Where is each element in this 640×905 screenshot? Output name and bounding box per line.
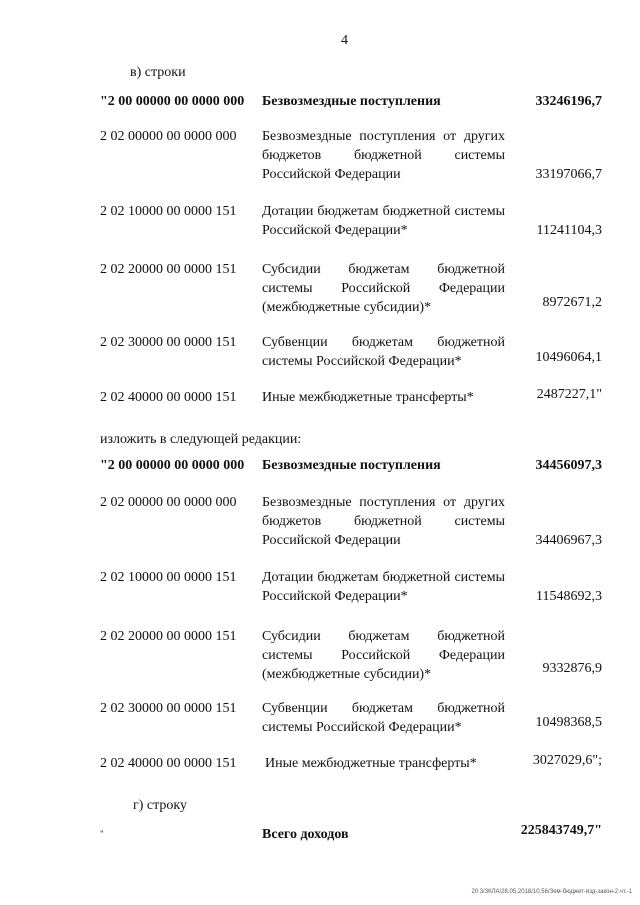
replace-label: изложить в следующей редакции:: [100, 432, 302, 447]
row-value: 10496064,1: [535, 350, 602, 365]
total-value: 225843749,7": [520, 823, 602, 838]
row-value: 33246196,7: [535, 94, 602, 109]
row-code: 2 02 00000 00 0000 000: [100, 495, 237, 510]
row-value: 10498368,5: [535, 715, 602, 730]
row-desc: Субсидии бюджетам бюджетной системы Российской Федерации (межбюджетные субсидии)*: [262, 629, 505, 682]
row-value: 8972671,2: [542, 295, 602, 310]
row-desc: Безвозмездные поступления от других бюджетов бюджетной системы Российской Федерации: [262, 495, 505, 548]
row-desc: Субвенции бюджетам бюджетной системы Российской Федерации*: [262, 701, 505, 735]
row-code: 2 02 30000 00 0000 151: [100, 701, 237, 716]
row-value: 34406967,3: [535, 533, 602, 548]
row-desc: Безвозмездные поступления: [262, 458, 441, 473]
row-desc: Безвозмездные поступления: [262, 94, 441, 109]
row-value: 9332876,9: [542, 661, 602, 676]
section-g-label: г) строку: [133, 798, 188, 813]
row-desc: Безвозмездные поступления от других бюджетов бюджетной системы Российской Федерации: [262, 129, 505, 182]
section-v-label: в) строки: [130, 65, 186, 80]
footer-note: 20 3/3КЛА/28.05.2018/10.56/Зем-бюджет-изд-закон-2.чт.-1: [471, 889, 632, 895]
row-value: 3027029,6";: [532, 753, 602, 768]
row-code: 2 02 10000 00 0000 151: [100, 570, 237, 585]
row-code: 2 02 00000 00 0000 000: [100, 129, 237, 144]
row-code: 2 02 40000 00 0000 151: [100, 390, 237, 405]
row-value: 11548692,3: [536, 589, 602, 604]
row-code: 2 02 30000 00 0000 151: [100, 335, 237, 350]
page-number: 4: [341, 33, 348, 48]
row-code: "2 00 00000 00 0000 000: [100, 94, 245, 109]
row-code: 2 02 10000 00 0000 151: [100, 204, 237, 219]
row-desc: Иные межбюджетные трансферты*: [265, 756, 477, 771]
row-desc: Дотации бюджетам бюджетной системы Российской Федерации*: [262, 204, 505, 238]
total-desc: Всего доходов: [262, 827, 349, 842]
total-quote: ": [100, 829, 104, 839]
row-desc: Субсидии бюджетам бюджетной системы Российской Федерации (межбюджетные субсидии)*: [262, 262, 505, 315]
row-value: 11241104,3: [536, 223, 602, 238]
row-code: "2 00 00000 00 0000 000: [100, 458, 245, 473]
row-desc: Иные межбюджетные трансферты*: [262, 390, 474, 405]
row-desc: Дотации бюджетам бюджетной системы Российской Федерации*: [262, 570, 505, 604]
row-code: 2 02 20000 00 0000 151: [100, 629, 237, 644]
row-value: 2487227,1": [536, 387, 602, 402]
row-value: 34456097,3: [535, 458, 602, 473]
row-code: 2 02 40000 00 0000 151: [100, 756, 237, 771]
row-desc: Субвенции бюджетам бюджетной системы Российской Федерации*: [262, 335, 505, 369]
row-code: 2 02 20000 00 0000 151: [100, 262, 237, 277]
row-value: 33197066,7: [535, 167, 602, 182]
